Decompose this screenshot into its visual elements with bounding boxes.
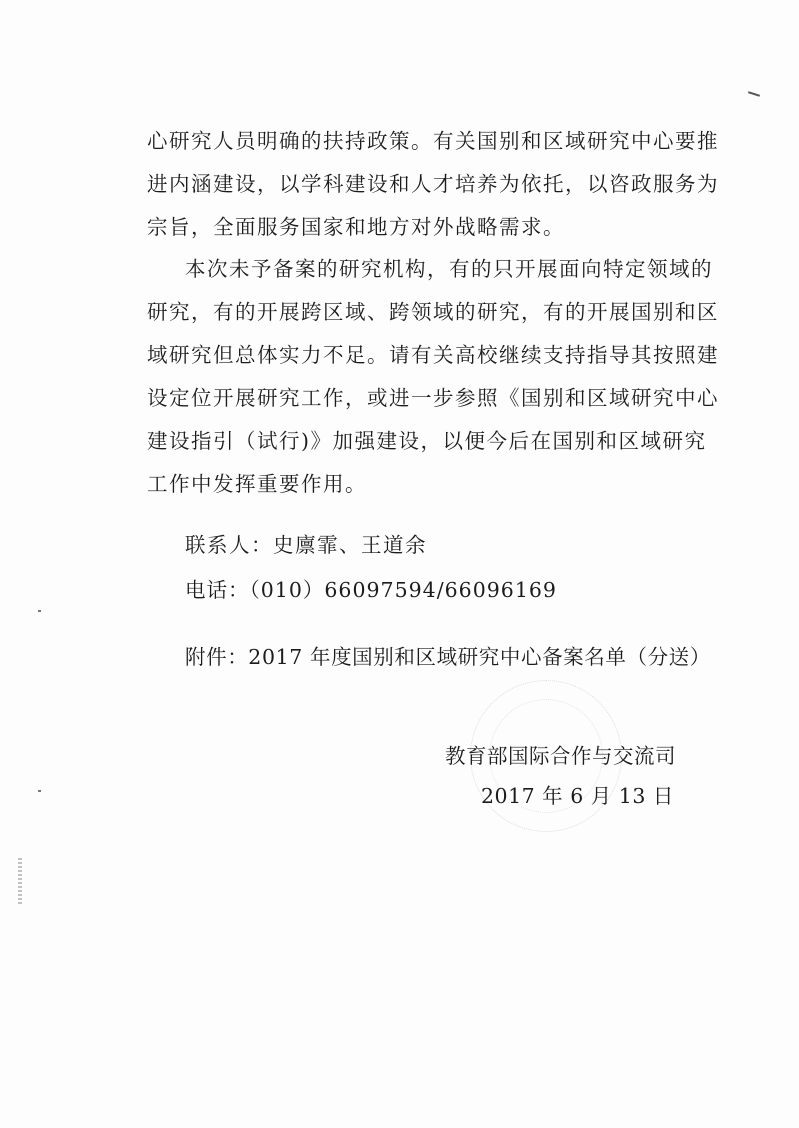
text-line: 宗旨，全面服务国家和地方对外战略需求。 <box>147 215 565 239</box>
text-line: 工作中发挥重要作用。 <box>147 472 367 496</box>
scan-artifact <box>748 91 760 97</box>
text-line: 域研究但总体实力不足。请有关高校继续支持指导其按照建 <box>147 343 719 367</box>
text-line: 心研究人员明确的扶持政策。有关国别和区域研究中心要推 <box>147 129 719 153</box>
signature-date: 2017 年 6 月 13 日 <box>481 784 674 808</box>
text-line: 设定位开展研究工作，或进一步参照《国别和区域研究中心 <box>147 386 719 410</box>
attachment-line: 附件：2017 年度国别和区域研究中心备案名单（分送） <box>185 645 711 669</box>
text-line: 本次未予备案的研究机构，有的只开展面向特定领域的 <box>185 257 713 281</box>
scan-speck <box>38 790 41 792</box>
scan-speck <box>38 610 41 612</box>
text-line: 建设指引（试行)》加强建设，以便今后在国别和区域研究 <box>147 429 707 453</box>
text-line: 研究，有的开展跨区域、跨领域的研究，有的开展国别和区 <box>147 300 719 324</box>
text-line: 进内涵建设，以学科建设和人才培养为依托，以咨政服务为 <box>147 172 719 196</box>
scan-margin-mark <box>18 858 22 904</box>
contact-phone: 电话：（010）66097594/66096169 <box>185 578 557 602</box>
signature-org: 教育部国际合作与交流司 <box>445 744 676 768</box>
contact-people: 联系人：史廪霏、王道余 <box>185 533 427 557</box>
